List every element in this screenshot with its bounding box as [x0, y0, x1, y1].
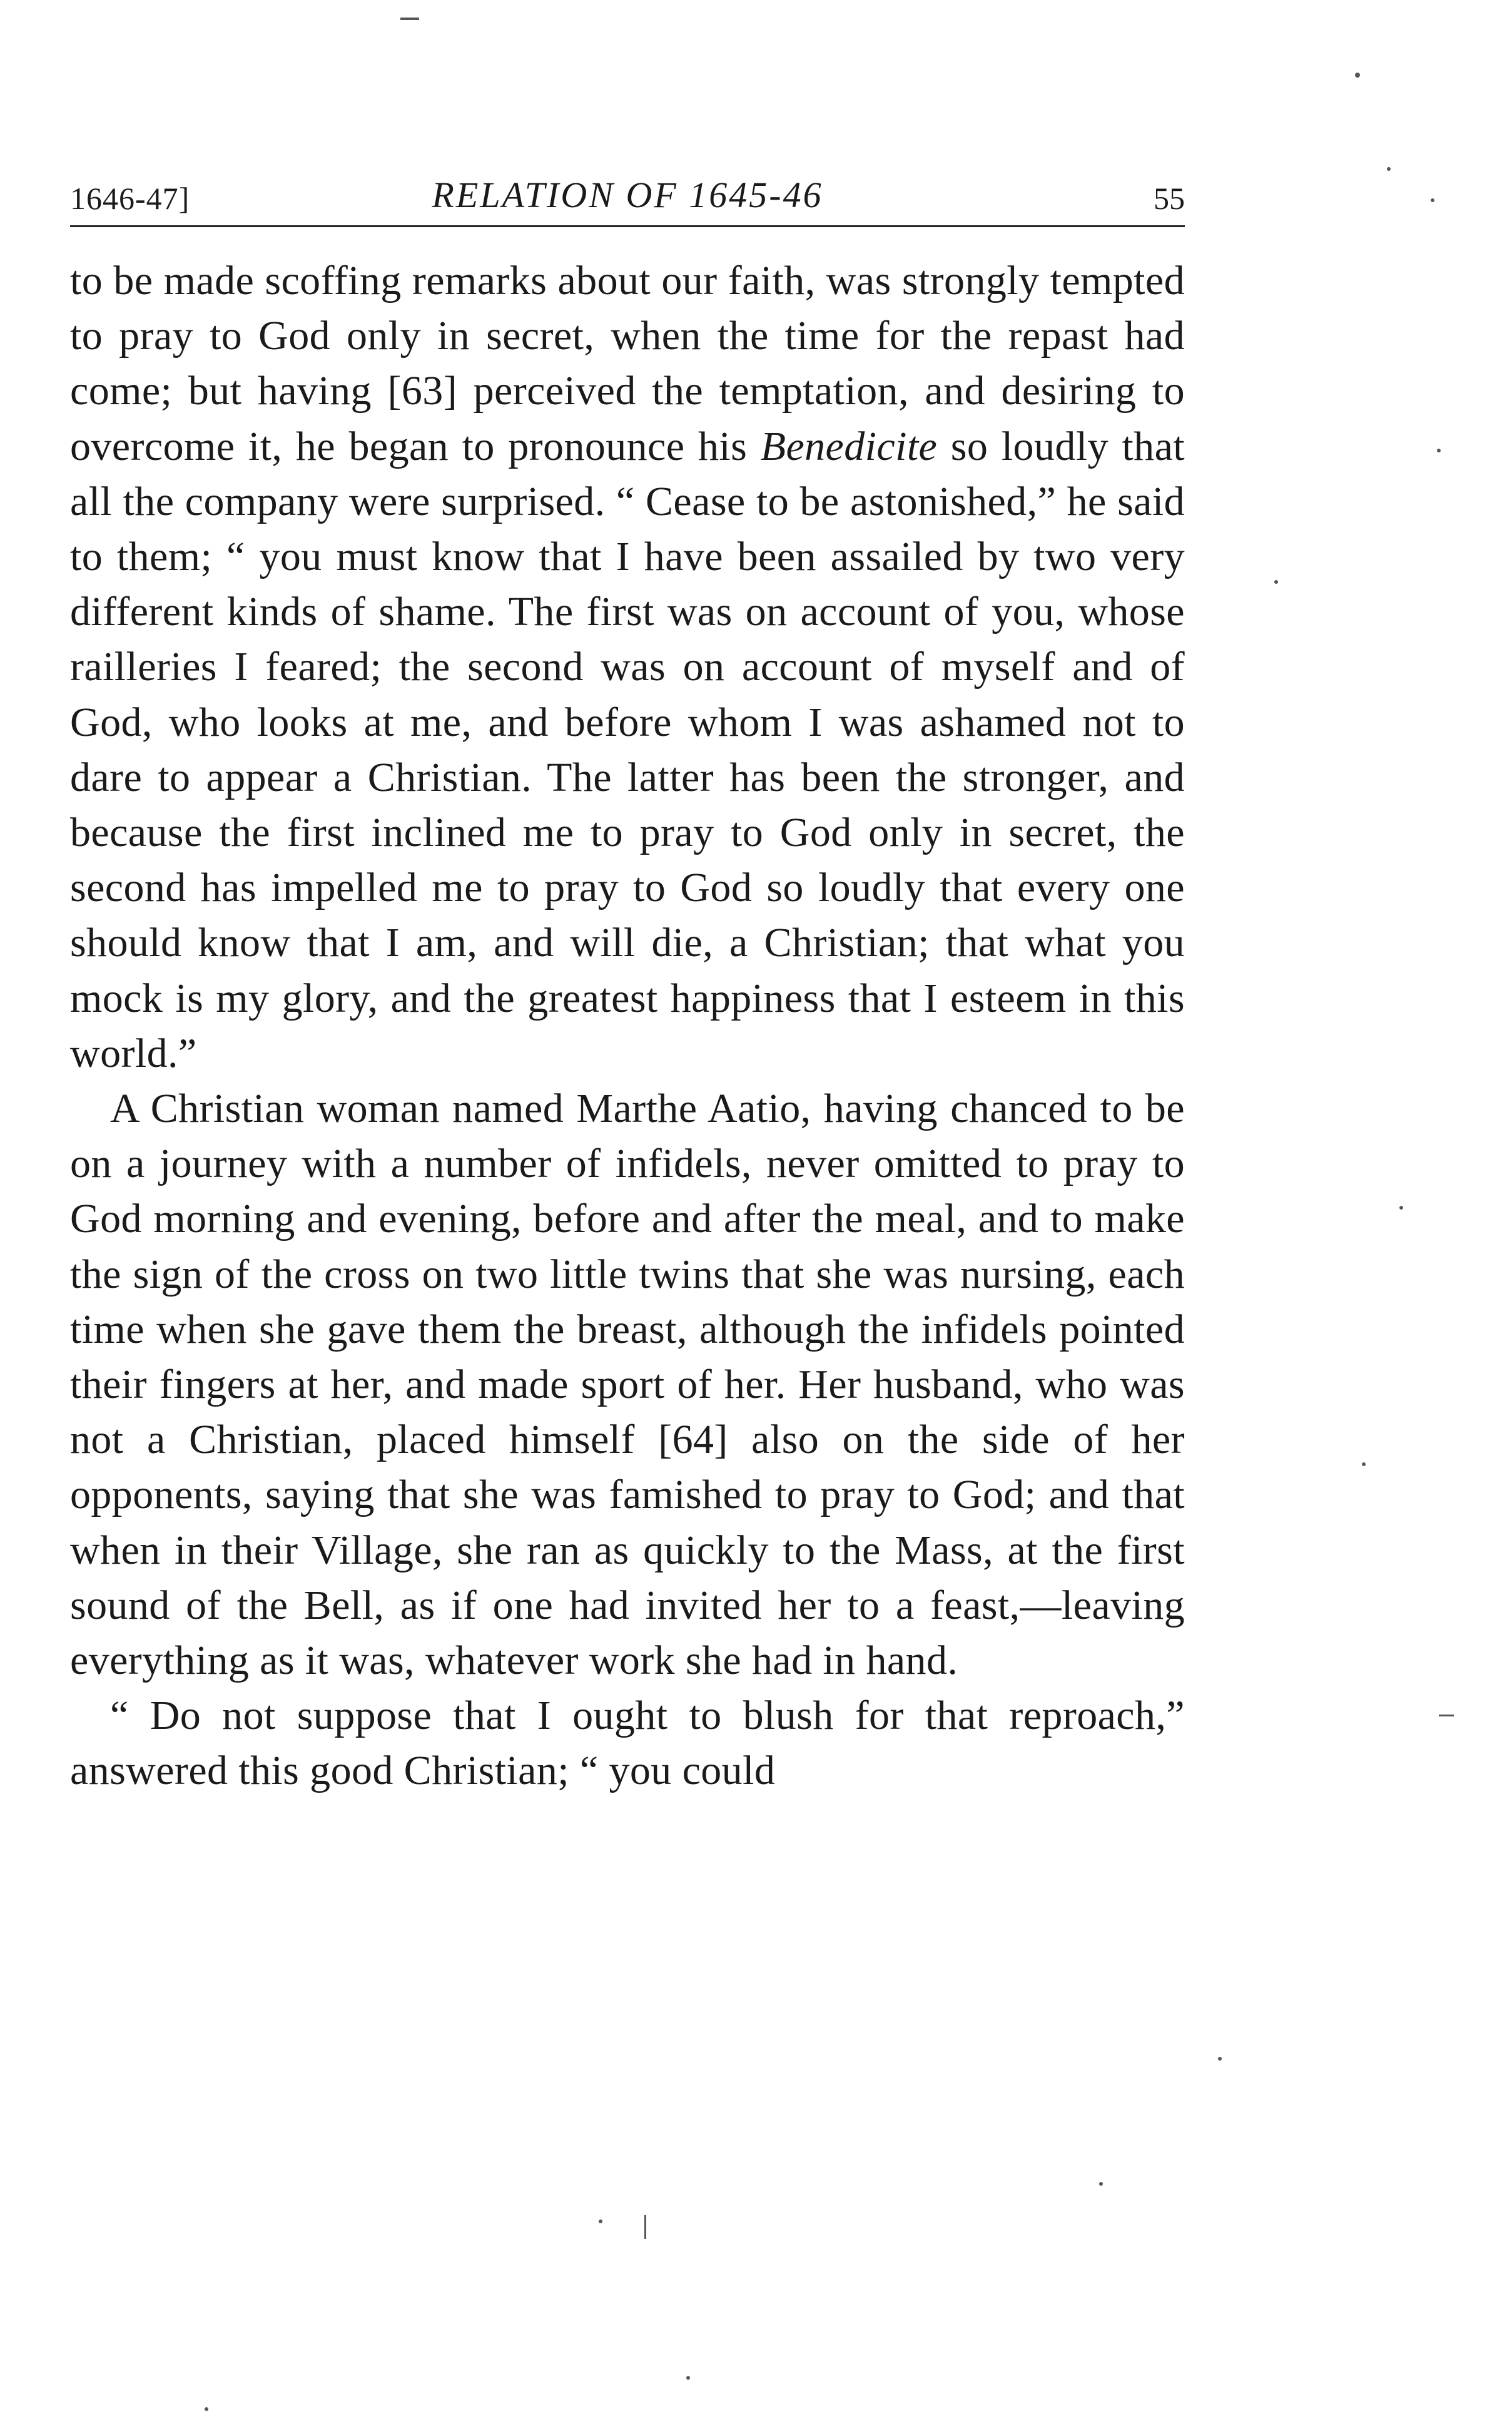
running-head — [70, 169, 1185, 225]
page-number: 55 — [1154, 181, 1185, 216]
benedicite-italic: Benedicite — [760, 423, 938, 469]
paragraph-3: “ Do not suppose that I ought to blush for that reproach,” answered this good Christian; “ you could — [70, 1693, 1185, 1794]
body-text — [70, 253, 1185, 1799]
header-rule — [70, 225, 1185, 227]
document-page — [70, 169, 1185, 1799]
paragraph-1-text-a: to be made scoffing remarks about our faith, was strongly tempted to pray to God only in secret, when the time for the repast had come; but having [63] perceived the temptation, and desiring to overcome it, he began to pronounce his — [70, 258, 1185, 469]
header-year-range: 1646-47] — [70, 181, 190, 216]
paragraph-1-text-b: so loudly that all the company were surprised. “ Cease to be astonished,” he said to them; “ you must know that I have been assailed by two very different kinds of shame. The first was on account of you, whose railleries I feared; the second was on account of myself and of God, who looks at me, and before whom I was ashamed not to dare to appear a Christian. The latter has been the stronger, and because the first inclined me to pray to God only in secret, the second has impelled me to pray to God so loudly that every one should know that I am, and will die, a Christian; that what you mock is my glory, and the greatest happiness that I esteem in this world.” — [70, 423, 1185, 1076]
paragraph-1 — [70, 253, 1185, 1081]
paragraph-2: A Christian woman named Marthe Aatio, having chanced to be on a journey with a number of infidels, never omitted to pray to God morning and evening, before and after the meal, and to make the sign of the cross on two little twins that she was nursing, each time when she gave them the breast, although the infidels pointed their fingers at her, and made sport of her. Her husband, who was not a Christian, placed himself [64] also on the side of her opponents, saying that she was famished to pray to God; and that when in their Village, she ran as quickly to the Mass, at the first sound of the Bell, as if one had invited her to a feast,—leaving everything as it was, whatever work she had in hand. — [70, 1086, 1185, 1684]
header-title: RELATION OF 1645-46 — [432, 175, 823, 215]
